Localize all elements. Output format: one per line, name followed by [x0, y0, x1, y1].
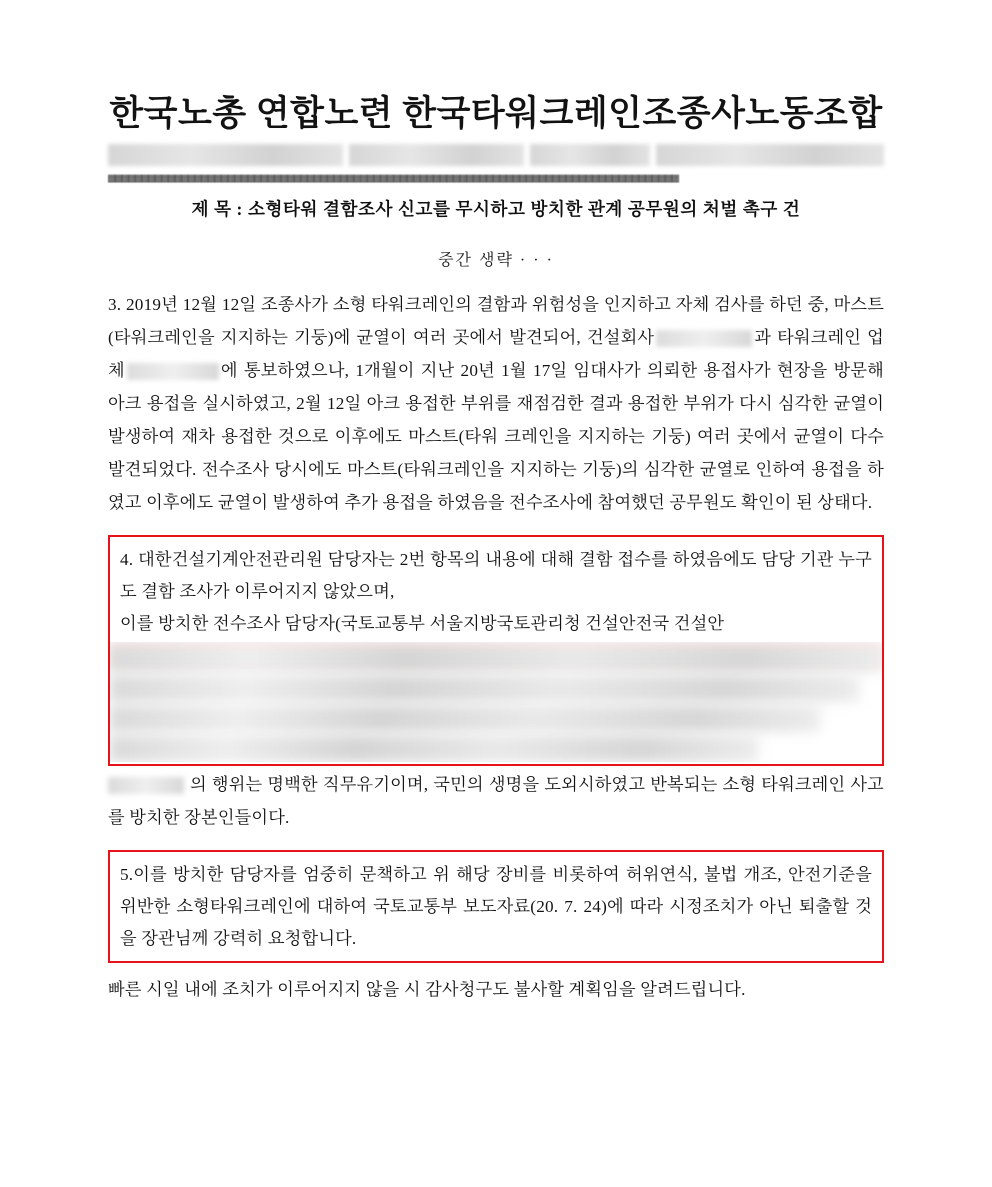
redacted-block-item-4	[110, 642, 882, 762]
omission-note: 중간 생략 · · ·	[438, 251, 554, 269]
paragraph-item-3-part-1: 3. 2019년 12월 12일 조종사가 소형 타워크레인의 결함과 위험성을 인지하고 자체 검사를 하던 중, 마스트(타워크레인을 지지하는 기둥)에 균열이 여러 곳에서 발견되어, 건설회사	[108, 294, 884, 347]
redacted-line	[110, 675, 859, 702]
redacted-bar-4	[656, 144, 884, 166]
paragraph-item-4-tail	[108, 768, 884, 834]
paragraph-item-3-part-2: 과 타워크레인 업체	[108, 327, 884, 380]
redacted-bar-1	[108, 144, 343, 166]
redacted-line	[110, 735, 758, 762]
paragraph-closing: 빠른 시일 내에 조치가 이루어지지 않을 시 감사청구도 불사할 계획임을 알려드립니다.	[108, 979, 746, 999]
redacted-header-bars	[108, 144, 884, 166]
paragraph-item-4-line-2: 이를 방치한 전수조사 담당자(국토교통부 서울지방국토관리청 건설안전국 건설안	[120, 613, 725, 633]
paragraph-item-4-line-1: 4. 대한건설기계안전관리원 담당자는 2번 항목의 내용에 대해 결함 접수를 하였음에도 담당 기관 누구도 결함 조사가 이루어지지 않았으며,	[120, 549, 872, 601]
paragraph-item-3-part-3: 에 통보하였으나, 1개월이 지난 20년 1월 17일 임대사가 의뢰한 용접사가 현장을 방문해 아크 용접을 실시하였고, 2월 12일 아크 용접한 부위를 재점검한 결과 용접한 부위가 다시 심각한 균열이 발생하여 재차 용접한 것으로 이후에도 마스트(타워 크레인을 지지하는 기둥) 여러 곳에서 균열이 다수 발견되었다. 전수조사 당시에도 마스트(타워크레인을 지지하는 기둥)의 심각한 균열로 인하여 용접을 하였고 이후에도 균열이 발생하여 추가 용접을 하였음을 전수조사에 참여했던 공무원도 확인이 된 상태다.	[108, 360, 884, 512]
redacted-company-name-2	[127, 363, 219, 380]
redacted-line	[110, 705, 820, 732]
paragraph-item-4-tail-text: 의 행위는 명백한 직무유기이며, 국민의 생명을 도외시하였고 반복되는 소형 타워크레인 사고를 방치한 장본인들이다.	[108, 774, 884, 827]
redacted-line	[110, 645, 882, 672]
redacted-bar-3	[530, 144, 650, 166]
redacted-name-3	[108, 777, 184, 794]
subject-label: 제 목 :	[191, 198, 243, 219]
subject-line	[108, 196, 884, 221]
header-divider-rule: ▦▦▦▦▦▦▦▦▦▦▦▦▦▦▦▦▦▦▦▦▦▦▦▦▦▦▦▦▦▦▦▦▦▦▦▦▦▦▦▦▦▦▦▦▦▦▦▦▦▦▦▦▦▦▦▦▦▦▦▦▦▦▦▦▦▦▦▦▦▦▦▦▦▦▦▦▦▦▦▦▦▦▦▦▦▦	[108, 171, 678, 186]
paragraph-item-3	[108, 288, 884, 519]
organization-title: 한국노총 연합노련 한국타워크레인조종사노동조합	[109, 94, 883, 133]
highlight-box-item-5	[108, 850, 884, 963]
paragraph-item-5: 5.이를 방치한 담당자를 엄중히 문책하고 위 해당 장비를 비롯하여 허위연식, 불법 개조, 안전기준을 위반한 소형타워크레인에 대하여 국토교통부 보도자료(20. 7. 24)에 따라 시정조치가 아닌 퇴출할 것을 장관님께 강력히 요청합니다.	[120, 864, 872, 948]
redacted-company-name-1	[656, 330, 752, 347]
redacted-bar-2	[349, 144, 524, 166]
highlight-box-item-4	[108, 535, 884, 766]
subject-text: 소형타워 결함조사 신고를 무시하고 방치한 관계 공무원의 처벌 촉구 건	[247, 198, 801, 219]
